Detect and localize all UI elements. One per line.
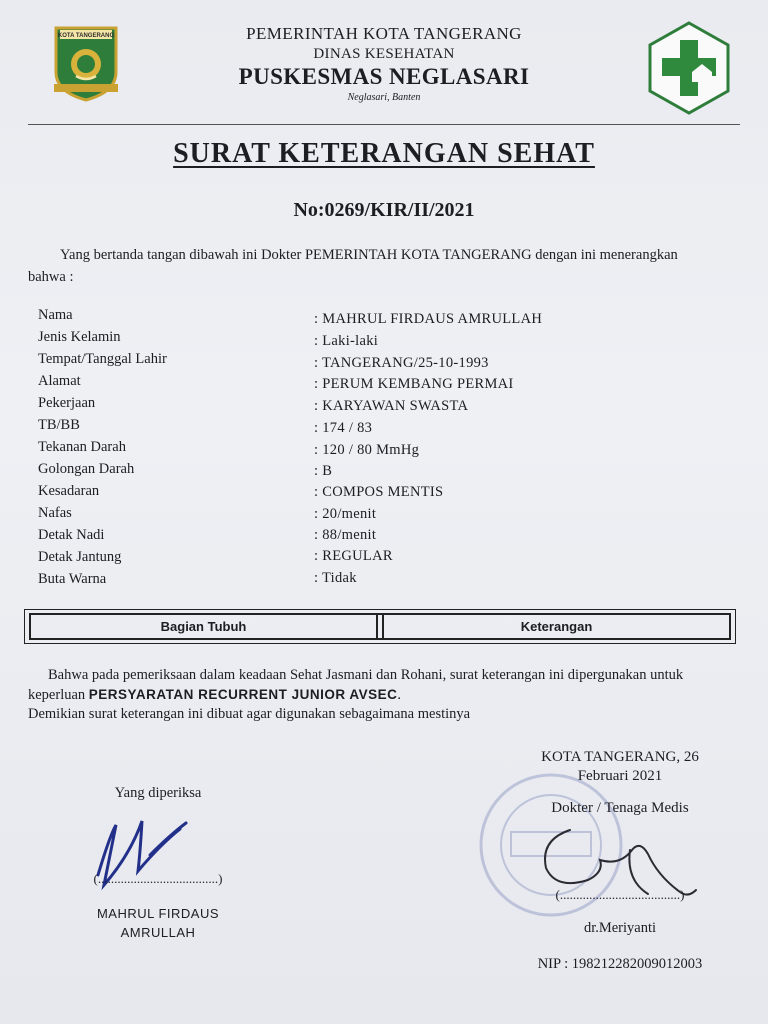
- table-header-body-part: Bagian Tubuh: [31, 615, 378, 638]
- examined-label: Yang diperiksa: [114, 785, 202, 801]
- field-value-address: : PERUM KEMBANG PERMAI: [314, 376, 514, 392]
- examined-name: MAHRUL FIRDAUS AMRULLAH: [96, 906, 220, 940]
- doctor-signature-line: (.....................................): [555, 887, 685, 902]
- doctor-nip: NIP : 198212282009012003: [537, 956, 703, 972]
- intro-paragraph: Yang bertanda tangan dibawah ini Dokter PEMERINTAH KOTA TANGERANG dengan ini menerangkan bahwa :: [28, 247, 678, 285]
- statement-text: Bahwa pada pemeriksaan dalam keadaan Sehat Jasmani dan Rohani, surat keterangan ini dipergunakan untuk keperluan: [28, 667, 684, 703]
- document-number: No:0269/KIR/II/2021: [293, 199, 475, 221]
- field-value-occupation: : KARYAWAN SWASTA: [314, 398, 469, 414]
- field-value-height-weight: : 174 / 83: [314, 420, 373, 436]
- field-label-height-weight: TB/BB: [38, 417, 80, 433]
- field-value-blood-type: : B: [314, 463, 333, 479]
- statement-end: .: [397, 687, 401, 703]
- document-title-text: SURAT KETERANGAN SEHAT: [173, 138, 595, 169]
- field-label-address: Alamat: [38, 373, 81, 389]
- doctor-name: dr.Meriyanti: [583, 920, 657, 936]
- field-label-blood-type: Golongan Darah: [38, 461, 135, 477]
- field-label-occupation: Pekerjaan: [38, 395, 96, 411]
- field-value-color-blind: : Tidak: [314, 570, 357, 586]
- field-label-pulse: Detak Nadi: [38, 527, 105, 543]
- field-value-heartbeat: : REGULAR: [314, 548, 393, 564]
- doctor-title: Dokter / Tenaga Medis: [551, 800, 689, 816]
- closing-paragraph: Demikian surat keterangan ini dibuat agar digunakan sebagaimana mestinya: [28, 706, 471, 722]
- field-value-breathing: : 20/menit: [314, 506, 377, 522]
- field-label-birth: Tempat/Tanggal Lahir: [38, 351, 167, 367]
- statement-paragraph: [28, 665, 728, 705]
- document-title: [0, 138, 768, 170]
- field-label-name: Nama: [38, 307, 73, 323]
- crest-text: KOTA TANGERANG: [57, 33, 115, 39]
- table-header-notes: Keterangan: [382, 615, 729, 638]
- body-parts-table: [24, 609, 736, 644]
- field-label-breathing: Nafas: [38, 505, 72, 521]
- field-label-heartbeat: Detak Jantung: [38, 549, 122, 565]
- field-value-name: : MAHRUL FIRDAUS AMRULLAH: [314, 311, 543, 327]
- field-value-pulse: : 88/menit: [314, 527, 377, 543]
- field-value-gender: : Laki-laki: [314, 333, 379, 349]
- signature-city-date: KOTA TANGERANG, 26 Februari 2021: [541, 749, 699, 784]
- table-header-row: [29, 613, 731, 640]
- field-label-color-blind: Buta Warna: [38, 571, 107, 587]
- field-label-gender: Jenis Kelamin: [38, 329, 121, 345]
- header-divider: [28, 124, 740, 125]
- field-value-blood-pressure: : 120 / 80 MmHg: [314, 442, 420, 458]
- field-value-birth: : TANGERANG/25-10-1993: [314, 355, 489, 371]
- field-value-consciousness: : COMPOS MENTIS: [314, 484, 444, 500]
- header-institution: PUSKESMAS NEGLASARI: [238, 64, 530, 89]
- header-location: Neglasari, Banten: [347, 92, 421, 103]
- statement-purpose: PERSYARATAN RECURRENT JUNIOR AVSEC: [88, 687, 398, 702]
- header-department: DINAS KESEHATAN: [313, 46, 455, 62]
- patient-signature-line: (.....................................): [93, 871, 223, 886]
- field-label-consciousness: Kesadaran: [38, 483, 100, 499]
- field-label-blood-pressure: Tekanan Darah: [38, 439, 126, 455]
- header-government: PEMERINTAH KOTA TANGERANG: [246, 24, 522, 43]
